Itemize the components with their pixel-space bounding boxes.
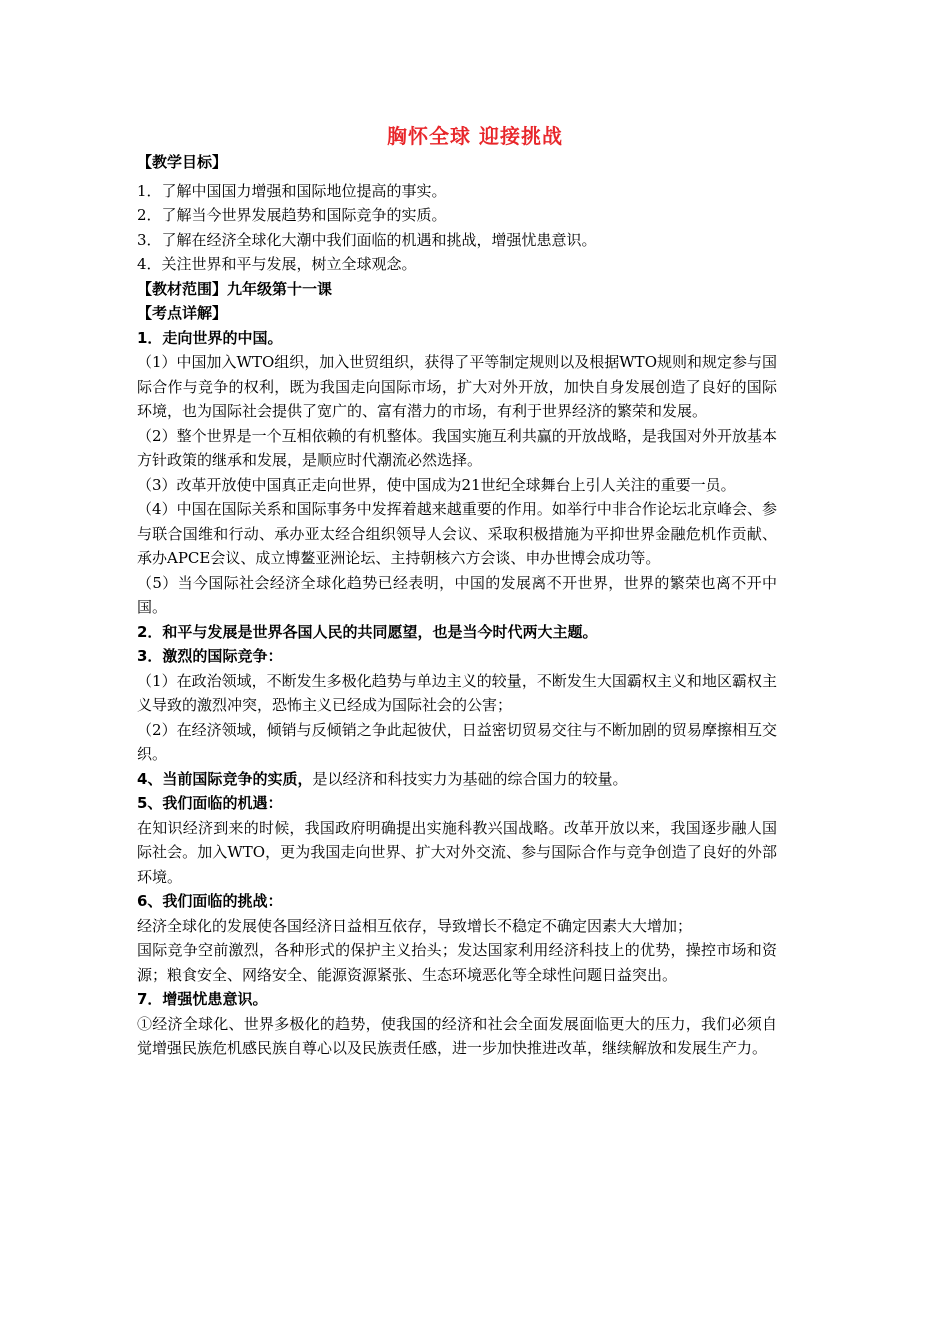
section-1-item: （4）中国在国际关系和国际事务中发挥着越来越重要的作用。如举行中非合作论坛北京峰会、参与联合国维和行动、承办亚太经合组织领导人会议、采取积极措施为平抑世界金融危机作贡献、承办APCE会议、成立博鳌亚洲论坛、主持朝核六方会谈、申办世博会成功等。 <box>137 500 777 567</box>
objective-item: 2．了解当今世界发展趋势和国际竞争的实质。 <box>137 206 447 224</box>
objective-item: 3．了解在经济全球化大潮中我们面临的机遇和挑战，增强忧患意识。 <box>137 230 597 249</box>
document-title: 胸怀全球 迎接挑战 <box>387 124 563 148</box>
section-5-text: 在知识经济到来的时候，我国政府明确提出实施科教兴国战略。改革开放以来，我国逐步融人国际社会。加入WTO，更为我国走向世界、扩大对外交流、参与国际合作与竞争创造了良好的外部环境。 <box>137 818 777 886</box>
section-4-text: 是以经济和科技实力为基础的综合国力的较量。 <box>312 769 628 788</box>
section-7-text: ①经济全球化、世界多极化的趋势，使我国的经济和社会全面发展面临更大的压力，我们必须自觉增强民族危机感民族自尊心以及民族责任感，进一步加快推进改革，继续解放和发展生产力。 <box>137 1014 777 1057</box>
section-6-line: 经济全球化的发展使各国经济日益相互依存，导致增长不稳定不确定因素大大增加； <box>137 916 693 935</box>
section-3-item: （1）在政治领域，不断发生多极化趋势与单边主义的较量，不断发生大国霸权主义和地区霸权主义导致的激烈冲突，恐怖主义已经成为国际社会的公害； <box>137 671 777 714</box>
section-1-item: （1）中国加入WTO组织，加入世贸组织，获得了平等制定规则以及根据WTO规则和规定参与国际合作与竞争的权利，既为我国走向国际市场，扩大对外开放，加快自身发展创造了良好的国际环境，也为国际社会提供了宽广的、富有潜力的市场，有利于世界经济的繁荣和发展。 <box>137 353 777 420</box>
section-4 <box>137 767 777 792</box>
section-1-item: （2）整个世界是一个互相依赖的有机整体。我国实施互利共赢的开放战略，是我国对外开放基本方针政策的继承和发展，是顺应时代潮流必然选择。 <box>137 426 777 469</box>
objectives-heading: 【教学目标】 <box>137 153 228 171</box>
section-7-heading: 7．增强忧患意识。 <box>137 990 268 1008</box>
section-5-heading: 5、我们面临的机遇： <box>137 794 283 812</box>
section-4-heading: 4、当前国际竞争的实质， <box>137 769 313 788</box>
scope-heading: 【教材范围】九年级第十一课 <box>137 279 333 298</box>
objective-item: 1．了解中国国力增强和国际地位提高的事实。 <box>137 181 447 200</box>
section-6-heading: 6、我们面临的挑战： <box>137 892 283 910</box>
document-body <box>137 150 777 1061</box>
section-6-line: 国际竞争空前激烈，各种形式的保护主义抬头；发达国家利用经济科技上的优势，操控市场和资源；粮食安全、网络安全、能源资源紧张、生态环境恶化等全球性问题日益突出。 <box>137 941 777 984</box>
section-1-item: （3）改革开放使中国真正走向世界，使中国成为21世纪全球舞台上引人关注的重要一员。 <box>137 475 736 494</box>
details-heading: 【考点详解】 <box>137 304 228 322</box>
section-2-heading: 2．和平与发展是世界各国人民的共同愿望，也是当今时代两大主题。 <box>137 622 598 641</box>
objective-item: 4．关注世界和平与发展，树立全球观念。 <box>137 255 417 273</box>
section-1-heading: 1．走向世界的中国。 <box>137 328 283 347</box>
section-3-item: （2）在经济领域，倾销与反倾销之争此起彼伏，日益密切贸易交往与不断加剧的贸易摩擦相互交织。 <box>137 720 777 763</box>
section-1-item: （5）当今国际社会经济全球化趋势已经表明，中国的发展离不开世界，世界的繁荣也离不开中国。 <box>137 573 777 616</box>
section-3-heading: 3．激烈的国际竞争： <box>137 647 283 665</box>
